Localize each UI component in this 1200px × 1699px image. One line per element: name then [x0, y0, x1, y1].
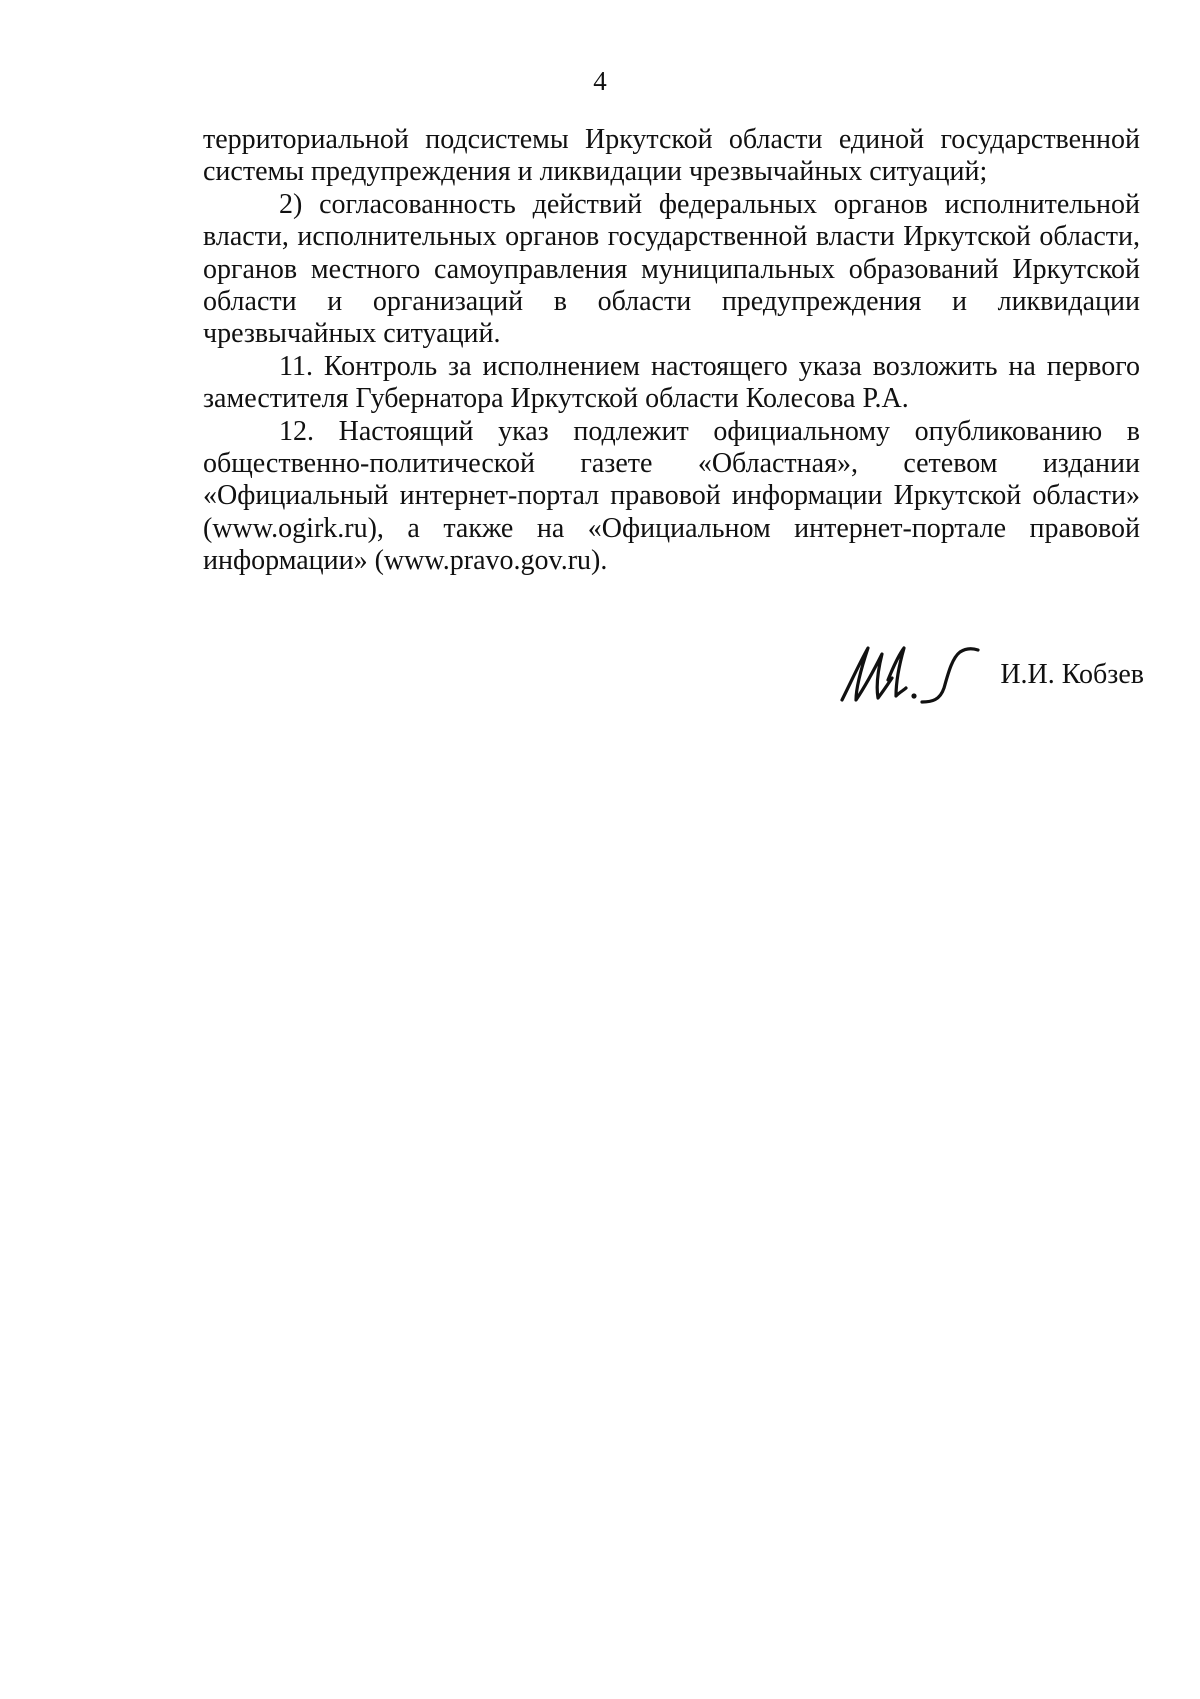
page-number: 4	[593, 66, 607, 96]
paragraph-item-11: 11. Контроль за исполнением настоящего указа возложить на первого заместителя Губернатора Иркутской области Колесова Р.А.	[203, 350, 1140, 415]
signature-block	[836, 640, 1144, 710]
paragraph-item-2: 2) согласованность действий федеральных органов исполнительной власти, исполнительных органов государственной власти Иркутской области, органов местного самоуправления муниципальных образований Иркутской области и организаций в области предупреждения и ликвидации чрезвычайных ситуаций.	[203, 188, 1140, 350]
document-body	[203, 124, 1140, 578]
paragraph-continuation: территориальной подсистемы Иркутской области единой государственной системы предупреждения и ликвидации чрезвычайных ситуаций;	[203, 124, 1140, 188]
paragraph-item-12: 12. Настоящий указ подлежит официальному опубликованию в общественно-политической газете «Областная», сетевом издании «Официальный интернет-портал правовой информации Иркутской области» (www.ogirk.ru), а также на «Официальном интернет-портале правовой информации» (www.pravo.gov.ru).	[203, 415, 1140, 577]
handwritten-signature	[836, 640, 986, 710]
signer-name: И.И. Кобзев	[1000, 659, 1144, 690]
